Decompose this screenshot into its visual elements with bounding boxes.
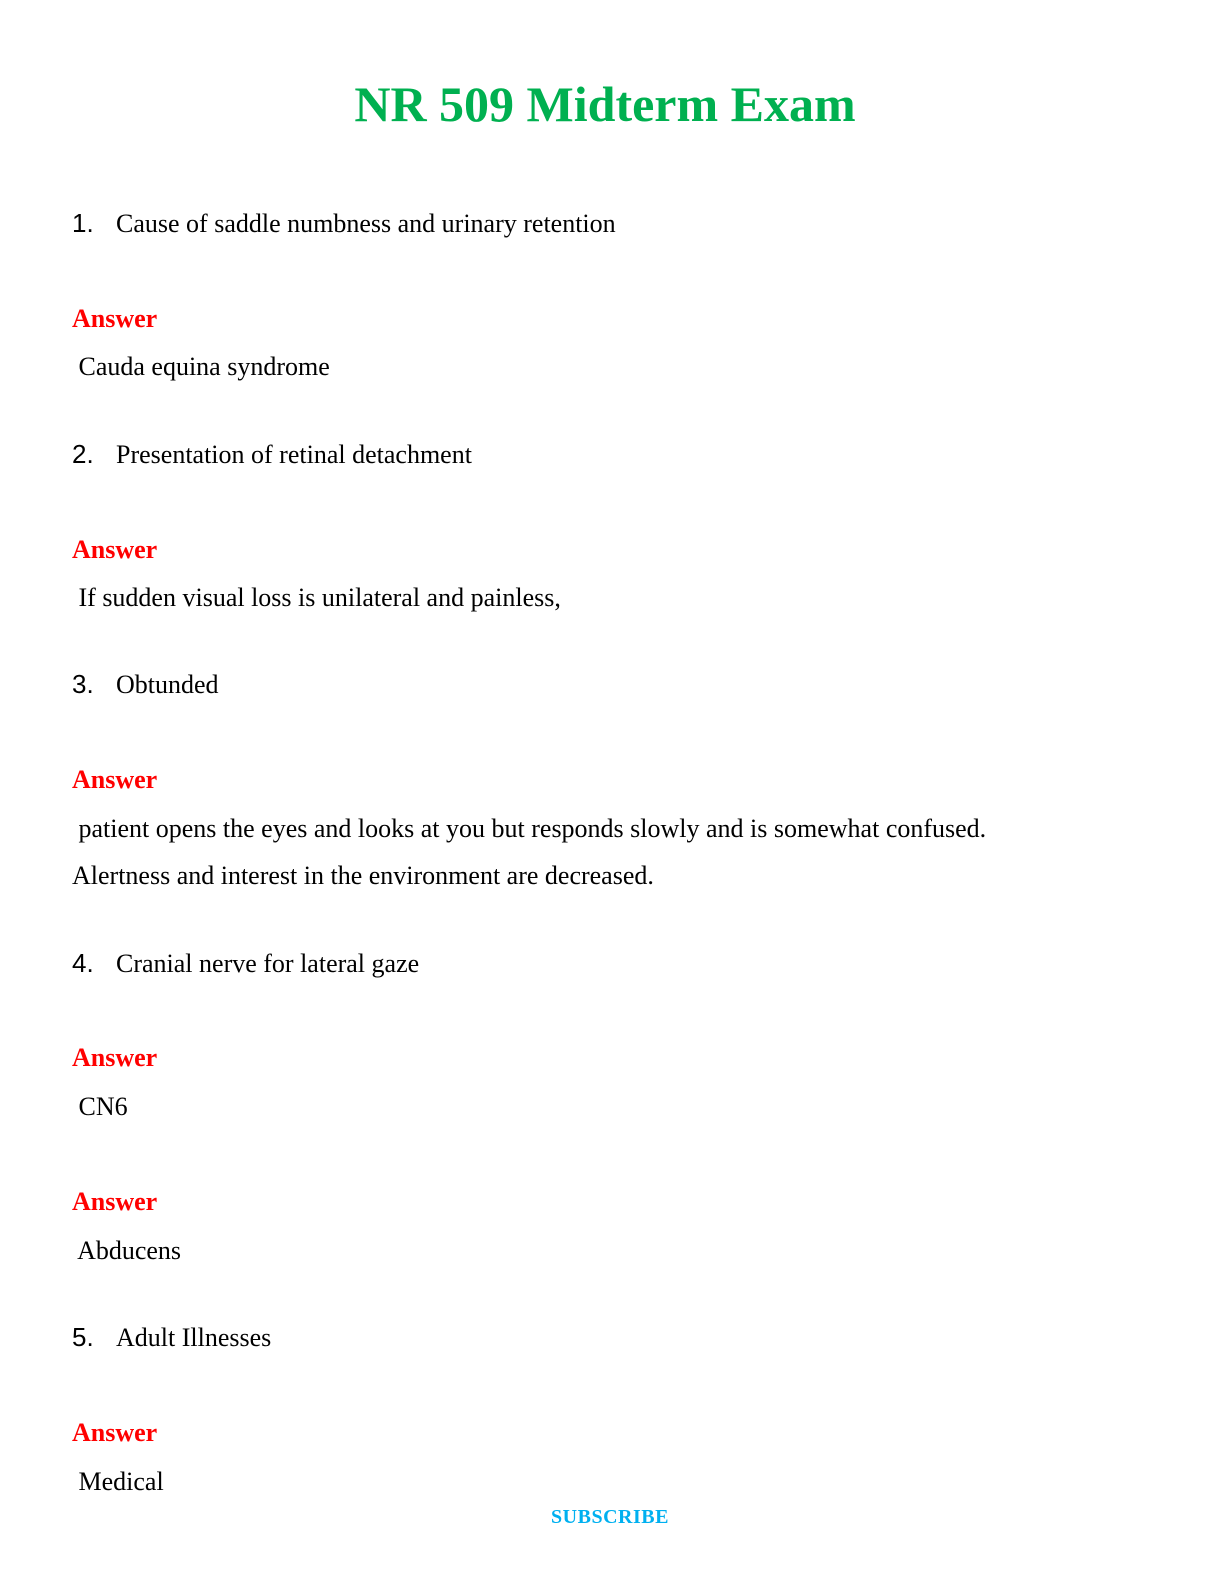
question-3 bbox=[72, 667, 219, 702]
question-number: 3. bbox=[72, 669, 94, 699]
answer-label: Answer bbox=[72, 1418, 158, 1447]
answer-text: patient opens the eyes and looks at you but responds slowly and is somewhat confused. Alertness and interest in the environment are decreased. bbox=[72, 814, 987, 890]
answer-label: Answer bbox=[72, 535, 158, 564]
question-4 bbox=[72, 946, 419, 981]
question-text: Presentation of retinal detachment bbox=[116, 440, 472, 469]
answer-label: Answer bbox=[72, 304, 158, 333]
question-number: 4. bbox=[72, 948, 94, 978]
question-text: Adult Illnesses bbox=[116, 1323, 272, 1352]
question-text: Cause of saddle numbness and urinary retention bbox=[116, 209, 616, 238]
answer-text: Cauda equina syndrome bbox=[72, 352, 330, 381]
answer-label: Answer bbox=[72, 765, 158, 794]
question-number: 1. bbox=[72, 208, 94, 238]
answer-text: Medical bbox=[72, 1467, 164, 1496]
question-5 bbox=[72, 1320, 271, 1355]
answer-text: If sudden visual loss is unilateral and painless, bbox=[72, 583, 561, 612]
subscribe-link[interactable]: SUBSCRIBE bbox=[551, 1506, 669, 1528]
answer-text: CN6 bbox=[72, 1092, 128, 1121]
answer-text: Abducens bbox=[72, 1236, 182, 1265]
question-number: 5. bbox=[72, 1322, 94, 1352]
question-text: Cranial nerve for lateral gaze bbox=[116, 949, 420, 978]
question-text: Obtunded bbox=[116, 670, 219, 699]
question-1 bbox=[72, 206, 616, 241]
answer-label: Answer bbox=[72, 1187, 158, 1216]
answer-label: Answer bbox=[72, 1043, 158, 1072]
document-title: NR 509 Midterm Exam bbox=[354, 76, 856, 132]
question-number: 2. bbox=[72, 439, 94, 469]
question-2 bbox=[72, 437, 472, 472]
